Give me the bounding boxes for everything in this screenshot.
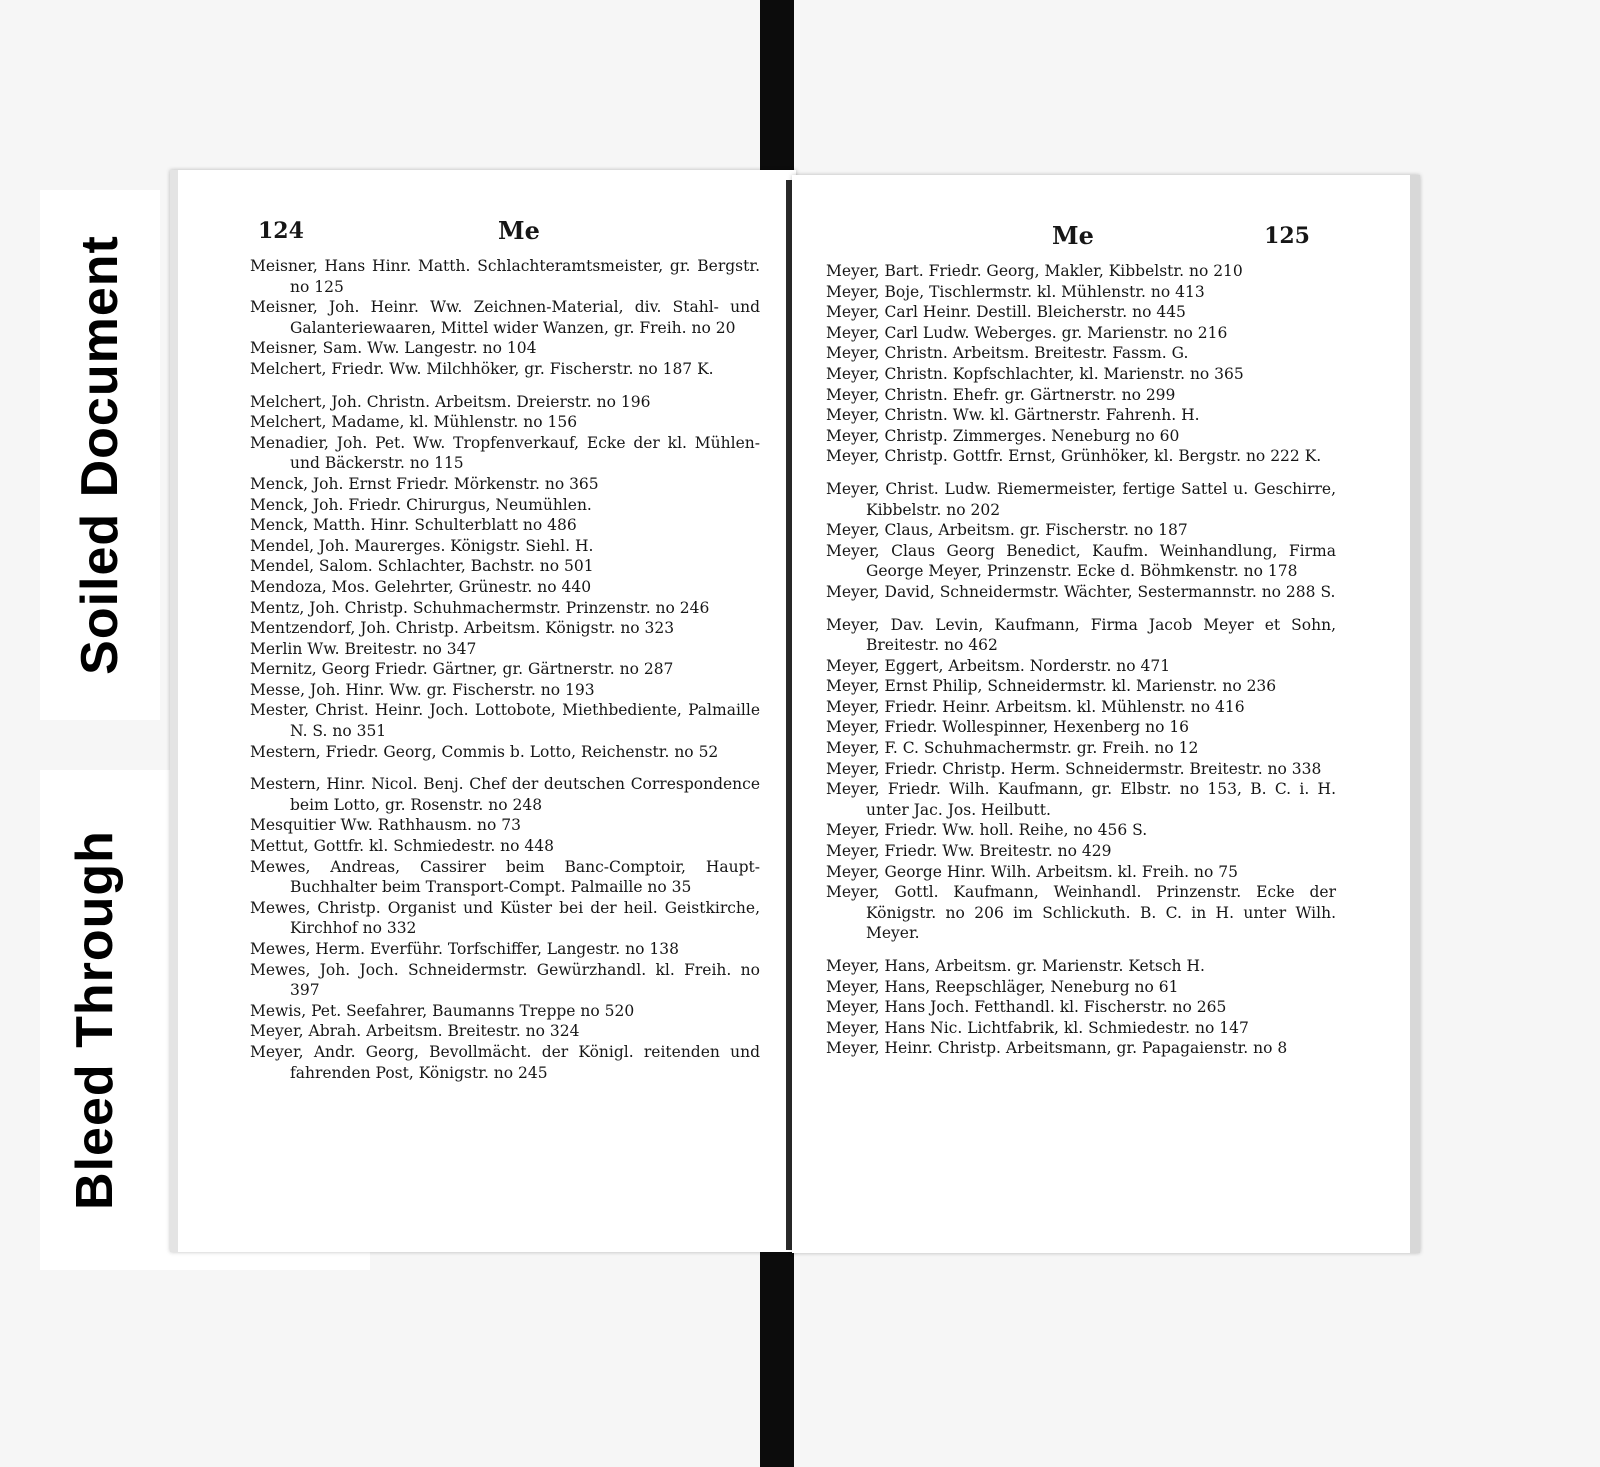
directory-entry: Messe, Joh. Hinr. Ww. gr. Fischerstr. no 193	[250, 680, 595, 699]
directory-entry: Mewes, Andreas, Cassirer beim Banc-Comptoir, Haupt-Buchhalter beim Transport-Compt. Palmaille no 35	[250, 857, 760, 897]
left-page-running-head: Me	[498, 216, 540, 245]
directory-entry: Meyer, Hans Nic. Lichtfabrik, kl. Schmiedestr. no 147	[826, 1018, 1249, 1037]
directory-entry: Meyer, Friedr. Heinr. Arbeitsm. kl. Mühlenstr. no 416	[826, 697, 1245, 716]
binding-strip-bottom	[760, 1243, 794, 1467]
directory-entry: Melchert, Joh. Christn. Arbeitsm. Dreierstr. no 196	[250, 392, 651, 411]
directory-entry: Meyer, Boje, Tischlermstr. kl. Mühlenstr. no 413	[826, 282, 1205, 301]
directory-entry: Melchert, Madame, kl. Mühlenstr. no 156	[250, 413, 578, 432]
directory-entry: Mentzendorf, Joh. Christp. Arbeitsm. Königstr. no 323	[250, 619, 675, 638]
directory-entry: Meyer, Christn. Arbeitsm. Breitestr. Fassm. G.	[826, 344, 1189, 363]
directory-entry: Meyer, Christ. Ludw. Riemermeister, fertige Sattel u. Geschirre, Kibbelstr. no 202	[826, 479, 1336, 519]
directory-entry: Meyer, Carl Ludw. Weberges. gr. Marienstr. no 216	[826, 323, 1228, 342]
directory-entry: Menck, Matth. Hinr. Schulterblatt no 486	[250, 516, 577, 535]
directory-entry: Menck, Joh. Friedr. Chirurgus, Neumühlen.	[250, 495, 592, 514]
directory-entry: Meyer, Friedr. Wollespinner, Hexenberg no 16	[826, 718, 1190, 737]
directory-entry: Meyer, Friedr. Christp. Herm. Schneidermstr. Breitestr. no 338	[826, 759, 1322, 778]
directory-entry: Meyer, Christn. Kopfschlachter, kl. Marienstr. no 365	[826, 364, 1244, 383]
directory-entry: Mettut, Gottfr. kl. Schmiedestr. no 448	[250, 837, 555, 856]
binding-strip-top	[760, 0, 794, 190]
directory-entry: Merlin Ww. Breitestr. no 347	[250, 639, 477, 658]
directory-entry: Meyer, Christn. Ww. kl. Gärtnerstr. Fahrenh. H.	[826, 406, 1200, 425]
directory-entry: Menck, Joh. Ernst Friedr. Mörkenstr. no 365	[250, 474, 599, 493]
directory-entry: Meyer, Hans, Reepschläger, Neneburg no 61	[826, 977, 1179, 996]
directory-entry: Meyer, Andr. Georg, Bevollmächt. der Königl. reitenden und fahrenden Post, Königstr. no 245	[250, 1042, 760, 1082]
directory-entry: Mendel, Salom. Schlachter, Bachstr. no 501	[250, 557, 594, 576]
directory-entry: Melchert, Friedr. Ww. Milchhöker, gr. Fischerstr. no 187 K.	[250, 359, 714, 378]
directory-entry: Mentz, Joh. Christp. Schuhmachermstr. Prinzenstr. no 246	[250, 598, 710, 617]
right-page-entries	[826, 261, 1336, 1059]
directory-entry: Meisner, Sam. Ww. Langestr. no 104	[250, 339, 537, 358]
bleed-through-text: Bleed Through	[66, 830, 124, 1210]
right-page-header	[792, 215, 1410, 255]
directory-entry: Meyer, Bart. Friedr. Georg, Makler, Kibbelstr. no 210	[826, 262, 1243, 280]
directory-entry: Meyer, Carl Heinr. Destill. Bleicherstr. no 445	[826, 303, 1186, 322]
left-page-header	[178, 210, 796, 250]
directory-entry: Meyer, Friedr. Ww. holl. Reihe, no 456 S.	[826, 821, 1148, 840]
directory-entry: Meyer, Friedr. Wilh. Kaufmann, gr. Elbstr. no 153, B. C. i. H. unter Jac. Jos. Heilbutt.	[826, 780, 1336, 819]
left-page-number: 124	[258, 218, 304, 244]
directory-entry: Mesquitier Ww. Rathhausm. no 73	[250, 816, 521, 835]
directory-entry: Meyer, David, Schneidermstr. Wächter, Sestermannstr. no 288 S.	[826, 582, 1336, 601]
directory-entry: Mester, Christ. Heinr. Joch. Lottobote, Miethbediente, Palmaille N. S. no 351	[250, 701, 760, 741]
directory-entry: Mendoza, Mos. Gelehrter, Grünestr. no 440	[250, 577, 592, 596]
directory-entry: Meyer, Christp. Zimmerges. Neneburg no 60	[826, 426, 1180, 445]
directory-entry: Mestern, Hinr. Nicol. Benj. Chef der deutschen Correspondence beim Lotto, gr. Rosenstr. no 248	[250, 775, 760, 814]
directory-entry: Meyer, Heinr. Christp. Arbeitsmann, gr. Papagaienstr. no 8	[826, 1039, 1288, 1058]
directory-entry: Meyer, Hans Joch. Fetthandl. kl. Fischerstr. no 265	[826, 998, 1227, 1017]
directory-entry: Meyer, Christn. Ehefr. gr. Gärtnerstr. no 299	[826, 385, 1176, 404]
right-page-running-head: Me	[1052, 221, 1094, 250]
left-page	[170, 170, 796, 1252]
soiled-document-text: Soiled Document	[71, 235, 129, 675]
directory-entry: Meyer, Claus, Arbeitsm. gr. Fischerstr. no 187	[826, 521, 1188, 540]
directory-entry: Meisner, Joh. Heinr. Ww. Zeichnen-Material, div. Stahl- und Galanteriewaaren, Mittel wider Wanzen, gr. Freih. no 20	[250, 298, 760, 337]
left-page-entries	[250, 256, 760, 1083]
directory-entry: Meyer, Hans, Arbeitsm. gr. Marienstr. Ketsch H.	[826, 957, 1205, 975]
directory-entry: Meyer, Christp. Gottfr. Ernst, Grünhöker, kl. Bergstr. no 222 K.	[826, 447, 1322, 466]
directory-entry: Menadier, Joh. Pet. Ww. Tropfenverkauf, Ecke der kl. Mühlen- und Bäckerstr. no 115	[250, 433, 760, 473]
directory-entry: Mewes, Herm. Everführ. Torfschiffer, Langestr. no 138	[250, 940, 679, 958]
directory-entry: Meyer, Claus Georg Benedict, Kaufm. Weinhandlung, Firma George Meyer, Prinzenstr. Ecke d. Böhmkenstr. no 178	[826, 541, 1336, 581]
directory-entry: Mewes, Joh. Joch. Schneidermstr. Gewürzhandl. kl. Freih. no 397	[250, 960, 760, 1000]
right-page-number: 125	[1264, 223, 1310, 249]
directory-entry: Mewis, Pet. Seefahrer, Baumanns Treppe no 520	[250, 1001, 635, 1020]
directory-entry: Meyer, George Hinr. Wilh. Arbeitsm. kl. Freih. no 75	[826, 862, 1238, 881]
directory-entry: Mendel, Joh. Maurerges. Königstr. Siehl. H.	[250, 536, 594, 555]
directory-entry: Mestern, Friedr. Georg, Commis b. Lotto, Reichenstr. no 52	[250, 742, 719, 761]
directory-entry: Mernitz, Georg Friedr. Gärtner, gr. Gärtnerstr. no 287	[250, 660, 674, 679]
directory-entry: Meisner, Hans Hinr. Matth. Schlachteramtsmeister, gr. Bergstr. no 125	[250, 257, 760, 296]
right-page	[792, 175, 1420, 1253]
directory-entry: Meyer, Gottl. Kaufmann, Weinhandl. Prinzenstr. Ecke der Königstr. no 206 im Schlickuth. B. C. in H. unter Wilh. Meyer.	[826, 883, 1336, 943]
directory-entry: Meyer, Ernst Philip, Schneidermstr. kl. Marienstr. no 236	[826, 677, 1277, 696]
directory-entry: Meyer, Friedr. Ww. Breitestr. no 429	[826, 842, 1112, 861]
soiled-document-label	[40, 190, 160, 720]
directory-entry: Meyer, Abrah. Arbeitsm. Breitestr. no 324	[250, 1022, 580, 1041]
directory-entry: Meyer, F. C. Schuhmachermstr. gr. Freih. no 12	[826, 739, 1199, 758]
directory-entry: Meyer, Dav. Levin, Kaufmann, Firma Jacob Meyer et Sohn, Breitestr. no 462	[826, 615, 1336, 655]
directory-entry: Meyer, Eggert, Arbeitsm. Norderstr. no 471	[826, 656, 1171, 675]
directory-entry: Mewes, Christp. Organist und Küster bei der heil. Geistkirche, Kirchhof no 332	[250, 898, 760, 938]
